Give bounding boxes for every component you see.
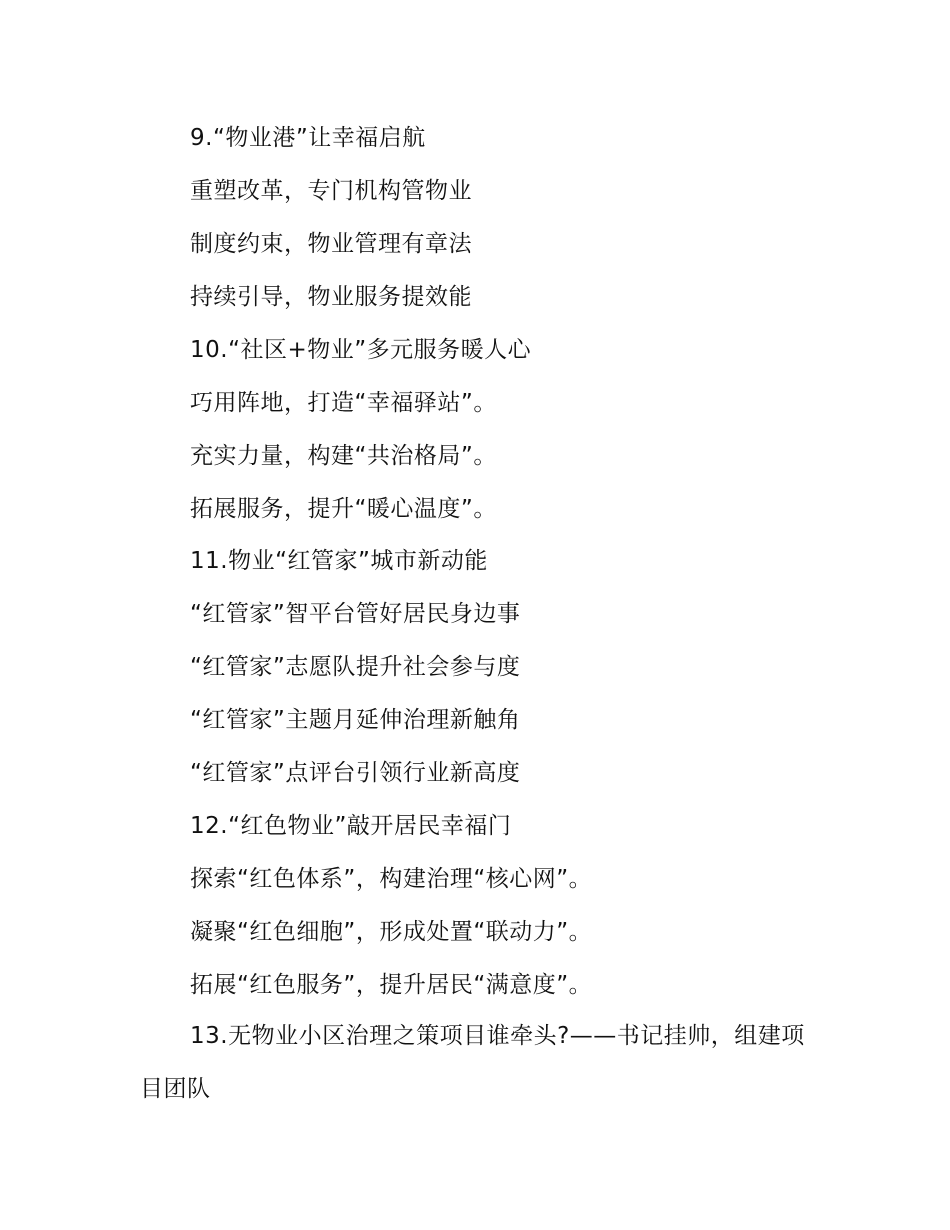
- heading-11: 11.物业“红管家”城市新动能: [190, 548, 488, 574]
- heading-13-paragraph: 13.无物业小区治理之策项目谁牵头?——书记挂帅，组建项目团队: [140, 1023, 805, 1102]
- text-line: 探索“红色体系”，构建治理“核心网”。: [190, 866, 593, 892]
- heading-10: 10.“社区+物业”多元服务暖人心: [190, 337, 532, 363]
- text-line: “红管家”点评台引领行业新高度: [190, 760, 521, 786]
- text-line: 拓展“红色服务”，提升居民“满意度”。: [190, 972, 593, 998]
- text-line: 持续引导，物业服务提效能: [190, 284, 472, 310]
- text-line: 拓展服务，提升“暖心温度”。: [190, 496, 497, 522]
- text-line: “红管家”志愿队提升社会参与度: [190, 654, 521, 680]
- text-line: 巧用阵地，打造“幸福驿站”。: [190, 390, 497, 416]
- text-line: 充实力量，构建“共治格局”。: [190, 443, 497, 469]
- text-line: 制度约束，物业管理有章法: [190, 231, 472, 257]
- text-line: “红管家”主题月延伸治理新触角: [190, 707, 521, 733]
- text-line: “红管家”智平台管好居民身边事: [190, 601, 521, 627]
- text-line: 重塑改革，专门机构管物业: [190, 178, 472, 204]
- text-line: 凝聚“红色细胞”，形成处置“联动力”。: [190, 919, 593, 945]
- heading-9: 9.“物业港”让幸福启航: [190, 125, 426, 151]
- heading-12: 12.“红色物业”敲开居民幸福门: [190, 813, 512, 839]
